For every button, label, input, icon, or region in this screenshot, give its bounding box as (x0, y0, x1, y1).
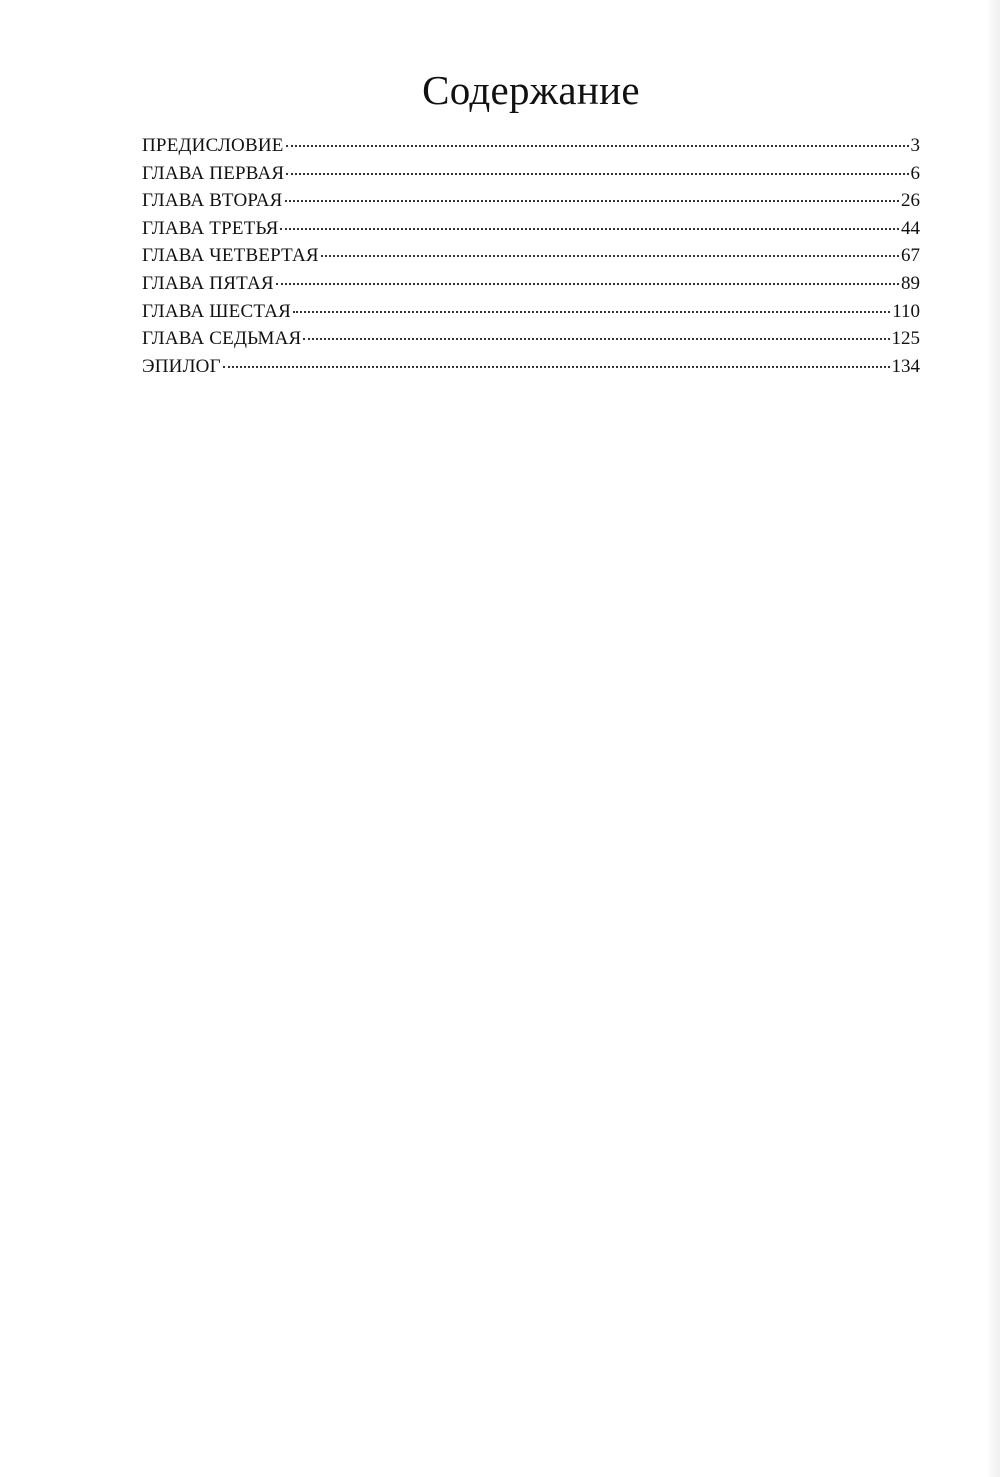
toc-entry[interactable] (142, 270, 920, 298)
toc-dot-leader (223, 366, 890, 368)
toc-entry[interactable] (142, 160, 920, 188)
toc-entry-label: ГЛАВА ТРЕТЬЯ (142, 217, 279, 239)
toc-entry-page: 125 (891, 328, 920, 350)
toc-list (142, 132, 920, 380)
toc-entry-label: ГЛАВА ВТОРАЯ (142, 190, 283, 212)
toc-entry[interactable] (142, 242, 920, 270)
toc-dot-leader (286, 145, 909, 147)
toc-entry-label: ПРЕДИСЛОВИЕ (142, 135, 284, 156)
toc-entry[interactable] (142, 325, 920, 353)
toc-dot-leader (286, 173, 908, 175)
table-of-contents (142, 62, 920, 380)
toc-entry-label: ГЛАВА ЧЕТВЕРТАЯ (142, 245, 319, 267)
toc-entry[interactable] (142, 298, 920, 326)
toc-entry-page: 134 (891, 355, 920, 377)
toc-entry-label: ЭПИЛОГ (142, 355, 221, 377)
toc-dot-leader (285, 200, 899, 202)
toc-entry[interactable] (142, 353, 920, 381)
toc-dot-leader (303, 338, 889, 340)
toc-entry-label: ГЛАВА ШЕСТАЯ (142, 300, 292, 322)
toc-entry-page: 67 (901, 245, 920, 267)
toc-entry-page: 26 (901, 190, 920, 212)
toc-entry[interactable] (142, 187, 920, 215)
toc-entry[interactable] (142, 215, 920, 243)
toc-entry-page: 44 (901, 217, 920, 239)
toc-entry-page: 3 (910, 135, 920, 156)
toc-title: Содержание (422, 67, 640, 113)
toc-entry-label: ГЛАВА СЕДЬМАЯ (142, 328, 302, 350)
toc-entry-label: ГЛАВА ПЕРВАЯ (142, 162, 285, 184)
toc-dot-leader (280, 228, 899, 230)
toc-entry-page: 6 (910, 162, 920, 184)
toc-entry-page: 89 (901, 272, 920, 294)
toc-entry-page: 110 (892, 300, 920, 322)
toc-dot-leader (321, 255, 899, 257)
toc-entry-label: ГЛАВА ПЯТАЯ (142, 272, 274, 294)
toc-dot-leader (276, 283, 899, 285)
toc-entry[interactable] (142, 132, 920, 160)
page-edge-shadow (986, 0, 1000, 1477)
toc-dot-leader (293, 311, 890, 313)
